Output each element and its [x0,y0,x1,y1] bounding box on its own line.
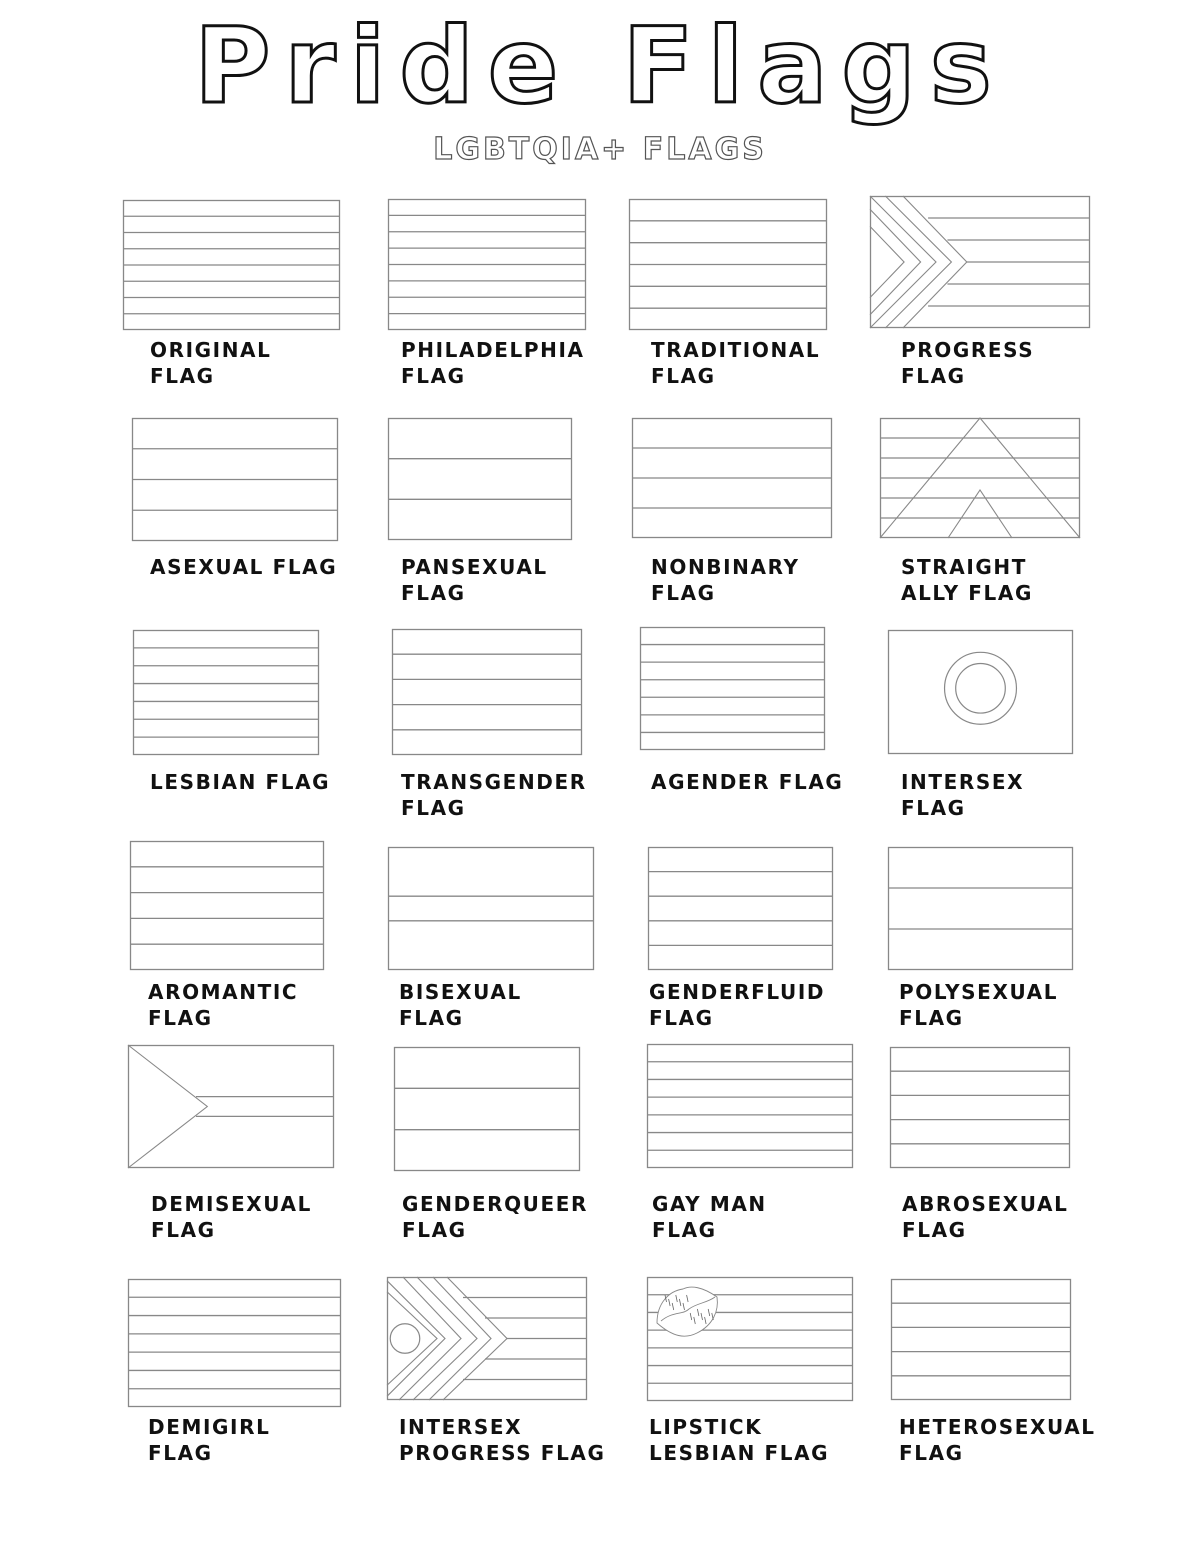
flag-label-line1: TRADITIONAL [651,338,821,362]
flag-label-genderqueer [402,1191,588,1243]
demisexual-flag-outline-icon [128,1045,334,1168]
flag-label-line1: INTERSEX [399,1415,523,1439]
gay-man-flag-outline-icon [647,1044,853,1168]
page-subtitle: LGBTQIA+ FLAGS [433,132,767,167]
genderfluid-flag-outline-icon [648,847,833,970]
straight-ally-flag-outline-icon [880,418,1080,538]
flag-label-transgender [401,769,587,821]
flag-label-line2: FLAG [901,364,966,388]
flag-label-line1: PHILADELPHIA [401,338,585,362]
flag-philadelphia [388,199,586,330]
flag-label-line2: FLAG [401,581,466,605]
flag-label-line2: FLAG [902,1218,967,1242]
flag-polysexual [888,847,1073,970]
flag-asexual [132,418,338,541]
flag-label-line2: FLAG [148,1006,213,1030]
flag-agender [640,627,825,750]
flag-demisexual [128,1045,334,1168]
flag-original [123,200,340,330]
flag-label-line1: PANSEXUAL [401,555,548,579]
flag-label-bisexual [399,979,522,1031]
flag-demigirl [128,1279,341,1407]
flag-abrosexual [890,1047,1070,1168]
flag-label-line2: FLAG [652,1218,717,1242]
flag-label-agender [651,769,843,795]
pansexual-flag-outline-icon [388,418,572,540]
flag-label-line2: FLAG [399,1006,464,1030]
flag-label-nonbinary [651,554,800,606]
flag-label-line2: FLAG [148,1441,213,1465]
flag-label-line1: POLYSEXUAL [899,980,1059,1004]
flag-label-pansexual [401,554,548,606]
flag-label-line1: GAY MAN [652,1192,767,1216]
flag-label-line1: AROMANTIC [148,980,299,1004]
flag-lesbian [133,630,319,755]
flag-lipstick-lesbian [647,1277,853,1401]
flag-label-original [150,337,271,389]
flag-label-line2: FLAG [151,1218,216,1242]
aromantic-flag-outline-icon [130,841,324,970]
philadelphia-flag-outline-icon [388,199,586,330]
transgender-flag-outline-icon [392,629,582,755]
flag-label-progress [901,337,1034,389]
flag-label-line1: PROGRESS [901,338,1035,362]
flag-label-line2: ALLY FLAG [901,581,1033,605]
flag-nonbinary [632,418,832,538]
lesbian-flag-outline-icon [133,630,319,755]
flag-label-demisexual [151,1191,312,1243]
flag-genderqueer [394,1047,580,1171]
flag-label-line2: FLAG [901,796,966,820]
bisexual-flag-outline-icon [388,847,594,970]
flag-label-polysexual [899,979,1058,1031]
flag-label-line1: LIPSTICK [649,1415,763,1439]
flag-transgender [392,629,582,755]
flag-label-line1: ABROSEXUAL [902,1192,1069,1216]
flag-label-intersex [901,769,1024,821]
flag-intersex [888,630,1073,754]
flag-bisexual [388,847,594,970]
flag-intersex-progress [387,1277,587,1400]
flag-label-demigirl [148,1414,270,1466]
page-title: Pride Flags [194,5,1006,127]
polysexual-flag-outline-icon [888,847,1073,970]
flag-label-line2: FLAG [649,1006,714,1030]
flag-label-line1: GENDERFLUID [649,980,826,1004]
demigirl-flag-outline-icon [128,1279,341,1407]
flag-label-line1: NONBINARY [651,555,800,579]
asexual-flag-outline-icon [132,418,338,541]
flag-label-line1: ORIGINAL [150,338,272,362]
flag-straight-ally [880,418,1080,538]
flag-label-philadelphia [401,337,585,389]
intersex-progress-flag-outline-icon [387,1277,587,1400]
flag-label-line2: FLAG [651,364,716,388]
flag-label-heterosexual [899,1414,1096,1466]
heterosexual-flag-outline-icon [891,1279,1071,1400]
flag-label-line2: FLAG [899,1006,964,1030]
flag-label-line2: PROGRESS FLAG [399,1441,606,1465]
flag-label-line1: TRANSGENDER [401,770,587,794]
flag-label-line2: FLAG [899,1441,964,1465]
lipstick-lesbian-flag-outline-icon [647,1277,853,1401]
flag-label-line1: GENDERQUEER [402,1192,589,1216]
flag-label-abrosexual [902,1191,1068,1243]
flag-gay-man [647,1044,853,1168]
flag-heterosexual [891,1279,1071,1400]
flag-label-traditional [651,337,820,389]
flag-label-line1: AGENDER FLAG [651,770,844,794]
flag-label-line1: LESBIAN FLAG [150,770,331,794]
flag-label-genderfluid [649,979,825,1031]
intersex-flag-outline-icon [888,630,1073,754]
flag-label-line2: FLAG [401,364,466,388]
genderqueer-flag-outline-icon [394,1047,580,1171]
flag-label-line1: HETEROSEXUAL [899,1415,1096,1439]
flag-label-line1: DEMISEXUAL [151,1192,312,1216]
flag-label-intersex-progress [399,1414,606,1466]
flag-traditional [629,199,827,330]
traditional-flag-outline-icon [629,199,827,330]
abrosexual-flag-outline-icon [890,1047,1070,1168]
flag-label-lesbian [150,769,330,795]
flag-label-line2: LESBIAN FLAG [649,1441,830,1465]
flag-label-asexual [150,554,337,580]
flag-pansexual [388,418,572,540]
flag-label-lipstick-lesbian [649,1414,829,1466]
flag-progress [870,196,1090,328]
flag-label-gay-man [652,1191,767,1243]
flag-label-straight-ally [901,554,1033,606]
progress-flag-outline-icon [870,196,1090,328]
flag-label-line1: INTERSEX [901,770,1025,794]
flag-aromantic [130,841,324,970]
flag-label-line2: FLAG [401,796,466,820]
flag-label-line2: FLAG [402,1218,467,1242]
flag-genderfluid [648,847,833,970]
flag-label-line1: ASEXUAL FLAG [150,555,338,579]
flag-label-line2: FLAG [651,581,716,605]
flag-label-line2: FLAG [150,364,215,388]
flag-label-line1: STRAIGHT [901,555,1027,579]
original-flag-outline-icon [123,200,340,330]
flag-label-line1: BISEXUAL [399,980,522,1004]
flag-label-line1: DEMIGIRL [148,1415,271,1439]
flag-label-aromantic [148,979,298,1031]
agender-flag-outline-icon [640,627,825,750]
nonbinary-flag-outline-icon [632,418,832,538]
